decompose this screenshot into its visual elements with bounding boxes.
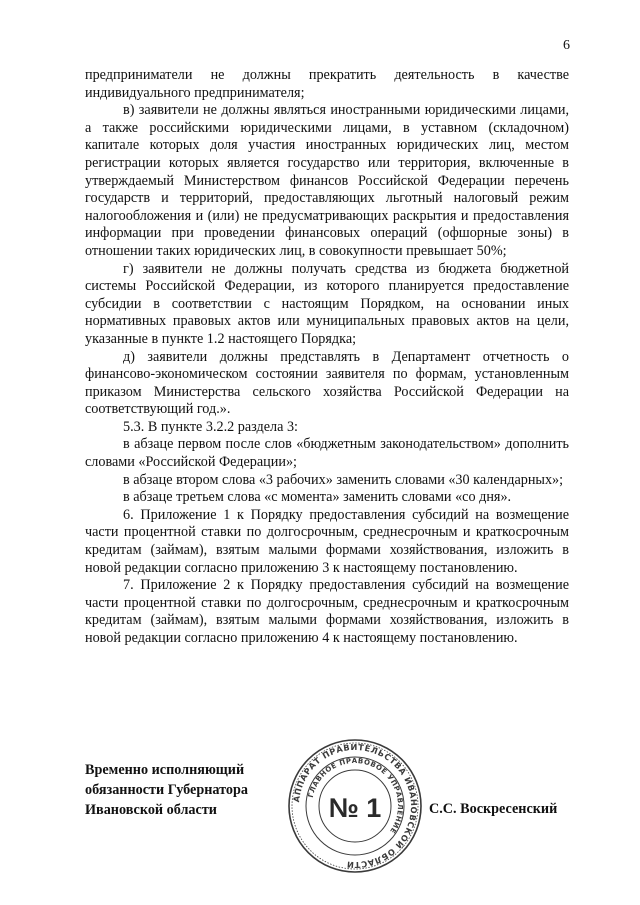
signature-title bbox=[85, 760, 248, 820]
page-number: 6 bbox=[563, 38, 570, 53]
seal-inner-text: ГЛАВНОЕ ПРАВОВОЕ УПРАВЛЕНИЕ bbox=[306, 756, 405, 835]
seal-number: № 1 bbox=[328, 793, 382, 823]
signature-title-line: Ивановской области bbox=[85, 802, 217, 818]
paragraph: в абзаце третьем слова «с момента» заменить словами «со дня». bbox=[123, 489, 512, 506]
document-body bbox=[85, 67, 569, 648]
signer-name: С.С. Воскресенский bbox=[429, 801, 558, 817]
paragraph: 6. Приложение 1 к Порядку предоставления субсидий на возмещение части процентной ставки по долгосрочным, среднесрочным и краткосрочным кредитам (займам), взятым малыми формами хозяйствования, изложить в новой редакции согласно приложению 3 к настоящему постановлению. bbox=[85, 506, 569, 576]
seal-outer-text: АППАРАТ ПРАВИТЕЛЬСТВА ИВАНОВСКОЙ ОБЛАСТИ bbox=[291, 741, 420, 871]
paragraph: в) заявители не должны являться иностранными юридическими лицами, а также российскими юридическими лицами, в уставном (складочном) капитале которых доля участия иностранных юридических лиц, местом регистрации которых является государство или территория, включенные в утверждаемый Министерством финансов Российской Федерации перечень государств и территорий, предоставляющих льготный налоговый режим налогообложения и (или) не предусматривающих раскрытия и предоставления информации при проведении финансовых операций (офшорные зоны) в отношении таких юридических лиц, в совокупности превышает 50%; bbox=[85, 102, 569, 259]
signature-title-line: Временно исполняющий bbox=[85, 762, 245, 778]
paragraph: в абзаце первом после слов «бюджетным законодательством» дополнить словами «Российской Федерации»; bbox=[85, 436, 569, 471]
signature-title-line: обязанности Губернатора bbox=[85, 782, 248, 798]
paragraph: предприниматели не должны прекратить деятельность в качестве индивидуального предпринимателя; bbox=[85, 67, 569, 101]
paragraph: г) заявители не должны получать средства из бюджета бюджетной системы Российской Федерации, из которого планируется предоставление субсидии в соответствии с настоящим Порядком, на основании иных нормативных правовых актов или муниципальных правовых актов на цели, указанные в пункте 1.2 настоящего Порядка; bbox=[85, 260, 569, 347]
paragraph: в абзаце втором слова «3 рабочих» заменить словами «30 календарных»; bbox=[123, 471, 564, 488]
paragraph: 7. Приложение 2 к Порядку предоставления субсидий на возмещение части процентной ставки по долгосрочным, среднесрочным и краткосрочным кредитам (займам), взятым малыми формами хозяйствования, изложить в новой редакции согласно приложению 4 к настоящему постановлению. bbox=[85, 577, 569, 646]
official-seal bbox=[287, 738, 423, 874]
paragraph: 5.3. В пункте 3.2.2 раздела 3: bbox=[123, 418, 299, 435]
paragraph: д) заявители должны представлять в Департамент отчетность о финансово-экономическом состоянии заявителя по формам, установленным приказом Министерства сельского хозяйства Российской Федерации на соответствующий год.». bbox=[85, 348, 569, 418]
